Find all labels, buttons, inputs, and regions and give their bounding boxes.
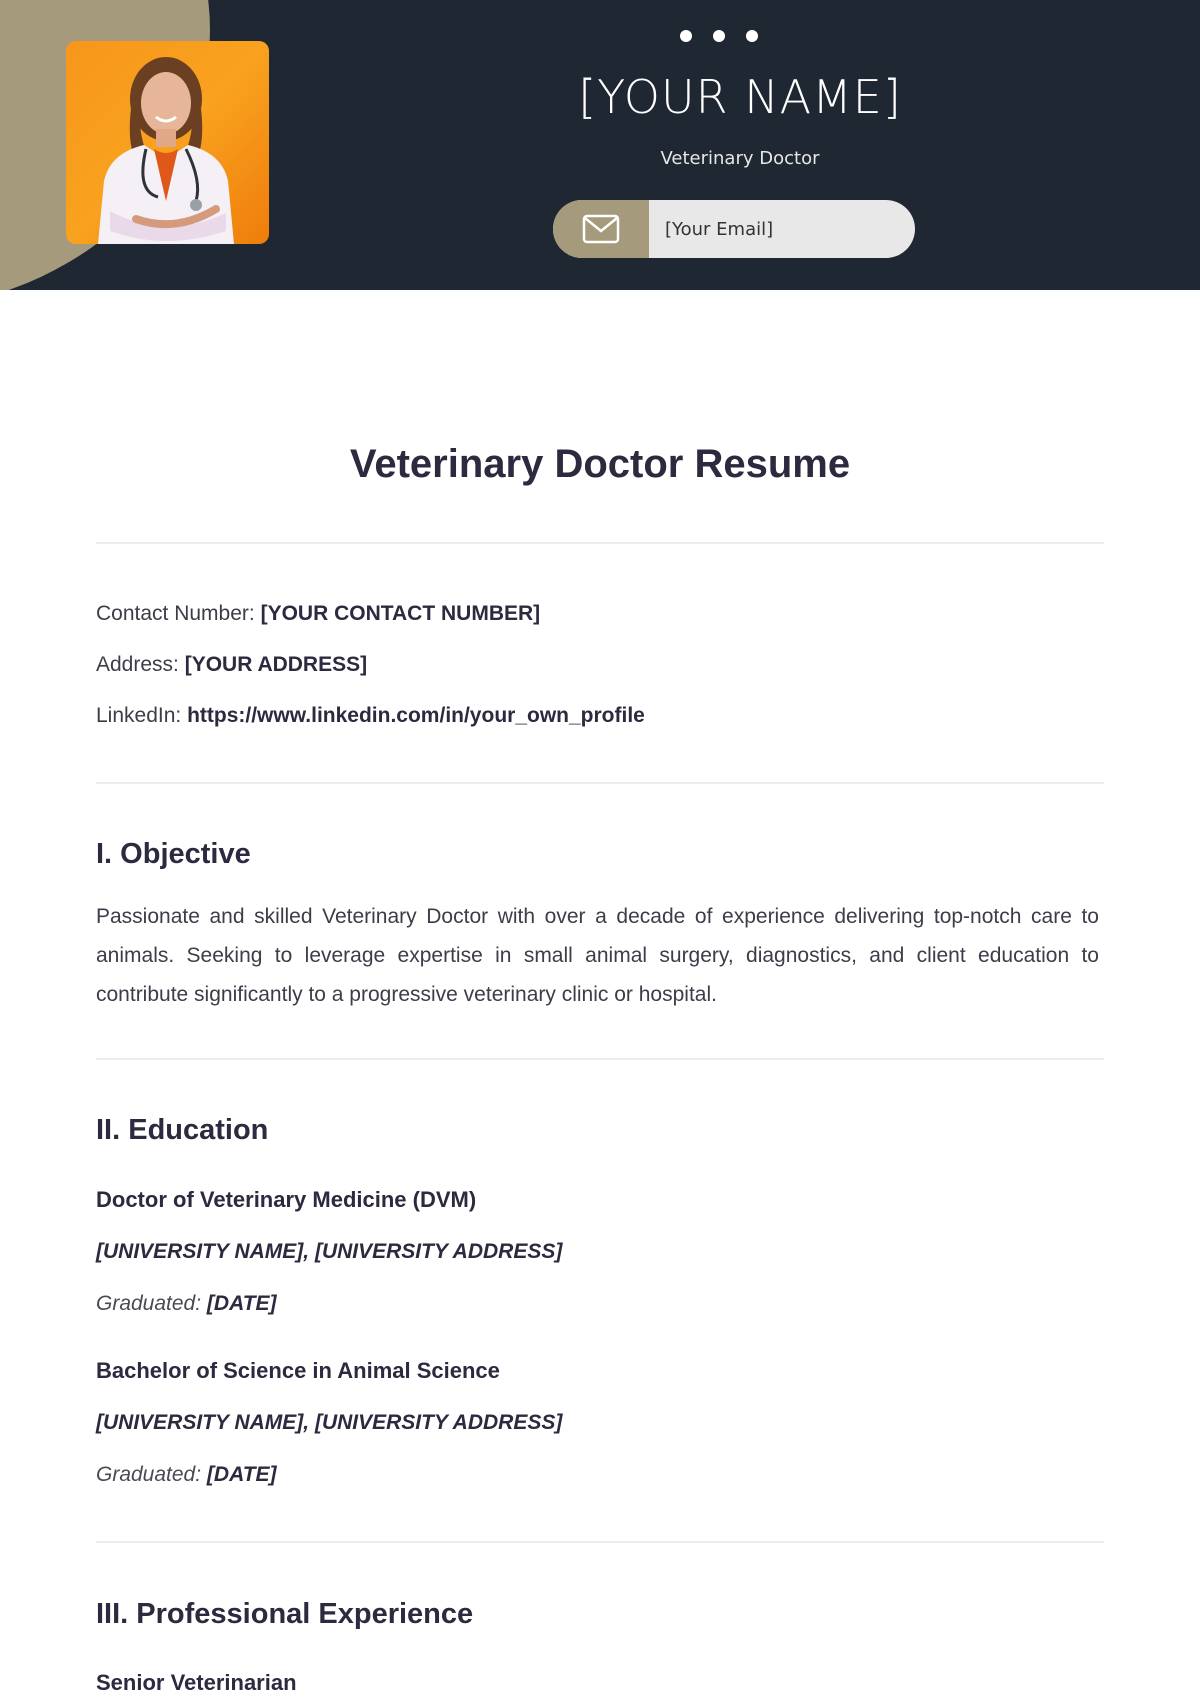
education-school: [UNIVERSITY NAME], [UNIVERSITY ADDRESS] xyxy=(96,1411,563,1434)
education-degree: Bachelor of Science in Animal Science xyxy=(96,1358,500,1383)
education-graduated xyxy=(96,1463,277,1487)
objective-text: Passionate and skilled Veterinary Doctor with over a decade of experience delivering top-notch care to animals. Seeking to leverage expertise in small animal surgery, diagnostics, and client education to contribute significantly to a progressive veterinary clinic or hospital. xyxy=(96,905,1099,1006)
objective-heading: I. Objective xyxy=(96,838,251,870)
education-graduated xyxy=(96,1292,277,1316)
experience-job-title: Senior Veterinarian xyxy=(96,1670,297,1695)
divider xyxy=(96,1058,1104,1060)
experience-heading: III. Professional Experience xyxy=(96,1598,474,1630)
dot-icon xyxy=(680,30,692,42)
contact-number-label: Contact Number: xyxy=(96,602,255,625)
graduated-label: Graduated: xyxy=(96,1292,202,1315)
email-value: [Your Email] xyxy=(665,218,774,240)
address-value: [YOUR ADDRESS] xyxy=(184,653,368,676)
email-contact[interactable] xyxy=(553,200,915,258)
email-icon-container xyxy=(553,200,649,258)
contact-address xyxy=(96,653,367,677)
graduated-label: Graduated: xyxy=(96,1463,202,1486)
graduated-date: [DATE] xyxy=(206,1463,277,1486)
contact-linkedin xyxy=(96,704,645,728)
envelope-icon xyxy=(581,213,621,245)
education-school: [UNIVERSITY NAME], [UNIVERSITY ADDRESS] xyxy=(96,1240,563,1263)
document-title: Veterinary Doctor Resume xyxy=(349,442,851,486)
profile-photo xyxy=(66,41,269,244)
linkedin-link[interactable]: https://www.linkedin.com/in/your_own_profile xyxy=(187,704,645,727)
address-label: Address: xyxy=(96,653,179,676)
dot-icon xyxy=(746,30,758,42)
linkedin-label: LinkedIn: xyxy=(96,704,182,727)
divider xyxy=(96,782,1104,784)
contact-number xyxy=(96,602,540,626)
resume-header xyxy=(0,0,1200,290)
candidate-role: Veterinary Doctor xyxy=(660,148,820,169)
contact-number-value: [YOUR CONTACT NUMBER] xyxy=(260,602,541,625)
decorative-dots xyxy=(680,30,758,42)
doctor-portrait-icon xyxy=(66,41,269,244)
divider xyxy=(96,1541,1104,1543)
dot-icon xyxy=(713,30,725,42)
education-degree: Doctor of Veterinary Medicine (DVM) xyxy=(96,1187,477,1212)
graduated-date: [DATE] xyxy=(206,1292,277,1315)
education-heading: II. Education xyxy=(96,1114,269,1146)
divider xyxy=(96,542,1104,544)
candidate-name: [YOUR NAME] xyxy=(578,70,902,124)
